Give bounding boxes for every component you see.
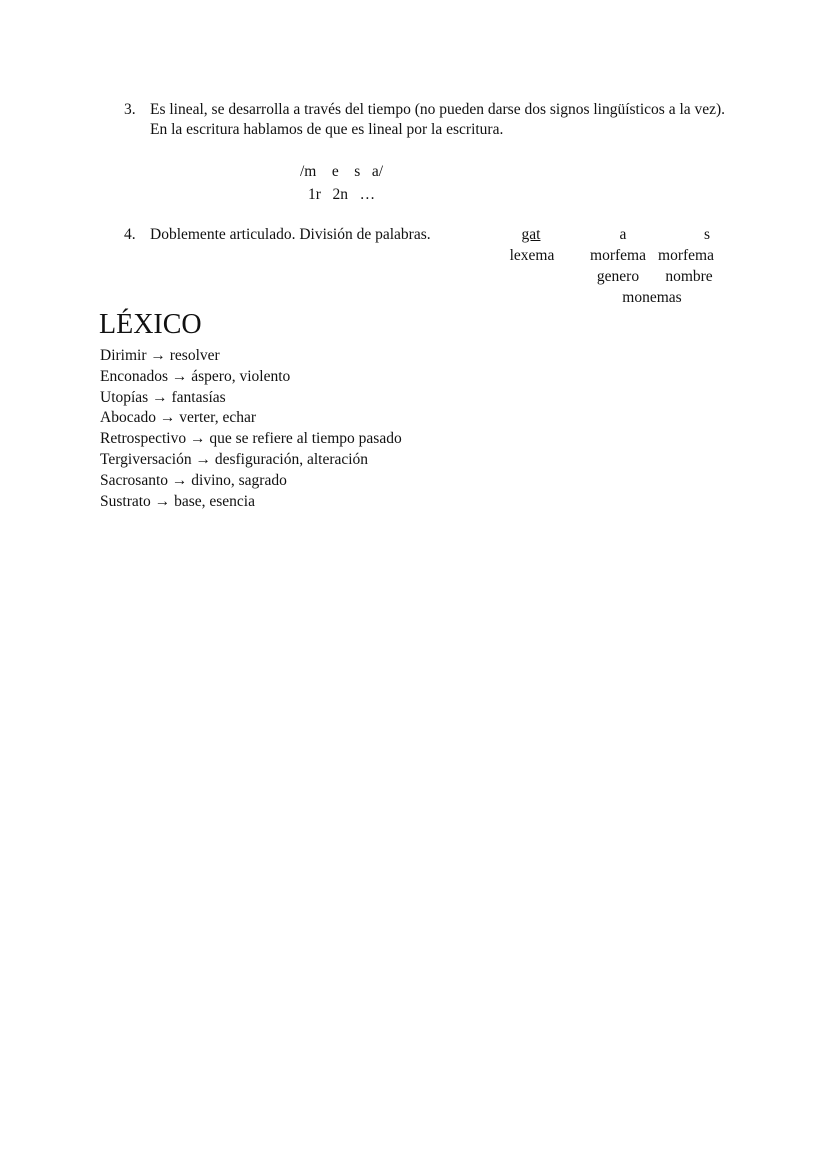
- arrow-icon: →: [171, 367, 188, 385]
- section-heading-lexico: LÉXICO: [99, 309, 202, 340]
- arrow-icon: →: [152, 388, 168, 406]
- list-item-text: Es lineal, se desarrolla a través del tiempo (no pueden darse dos signos lingüísticos a la vez). En la escritura hablamos de que es lineal por la escritura.: [150, 101, 726, 138]
- lexicon-definition: áspero, violento: [191, 367, 291, 385]
- label-lexema: lexema: [509, 247, 555, 264]
- lexicon-term: Retrospectivo: [100, 430, 187, 448]
- lexicon-entry: [100, 429, 402, 450]
- phoneme-order: 1r 2n …: [308, 186, 376, 203]
- label-morfema-2: morfema: [658, 247, 714, 264]
- list-number: 4.: [124, 226, 136, 243]
- lexicon-definition: desfiguración, alteración: [214, 450, 369, 468]
- lexicon-term: Abocado: [100, 409, 156, 427]
- label-morfema-1: morfema: [590, 247, 646, 264]
- arrow-icon: →: [189, 430, 206, 448]
- label-genero: genero: [596, 268, 640, 285]
- lexicon-entry: [100, 367, 402, 388]
- lexicon-term: Enconados: [100, 367, 169, 385]
- lexicon-definition: resolver: [169, 347, 220, 364]
- lexicon-definition: fantasías: [171, 388, 226, 406]
- label-nombre: nombre: [665, 268, 713, 285]
- lexicon-list: [100, 346, 402, 512]
- morph-gender: a: [619, 226, 627, 243]
- arrow-icon: →: [150, 347, 166, 364]
- lexicon-definition: que se refiere al tiempo pasado: [209, 430, 402, 448]
- lexicon-term: Dirimir: [100, 347, 147, 364]
- arrow-icon: →: [159, 409, 176, 427]
- lexicon-entry: [100, 450, 402, 471]
- arrow-icon: →: [171, 471, 188, 489]
- lexicon-definition: divino, sagrado: [191, 471, 287, 489]
- list-number: 3.: [124, 101, 136, 118]
- lexicon-entry: [100, 388, 402, 409]
- lexicon-term: Tergiversación: [100, 450, 192, 468]
- lexicon-term: Utopías: [100, 388, 149, 406]
- lexicon-entry: [100, 408, 402, 429]
- list-item-text: Doblemente articulado. División de palabras.: [150, 226, 431, 243]
- lexicon-entry: [100, 346, 402, 367]
- phoneme-sequence: /m e s a/: [300, 163, 384, 180]
- lexicon-entry: [100, 492, 402, 513]
- label-monemas: monemas: [622, 289, 682, 306]
- lexicon-term: Sustrato: [100, 492, 151, 510]
- morph-number: s: [703, 226, 711, 243]
- lexicon-definition: verter, echar: [179, 409, 257, 427]
- morph-lexeme: gat: [521, 226, 541, 243]
- lexicon-entry: [100, 471, 402, 492]
- arrow-icon: →: [154, 492, 171, 510]
- arrow-icon: →: [195, 450, 211, 468]
- lexicon-term: Sacrosanto: [100, 471, 169, 489]
- lexicon-definition: base, esencia: [174, 492, 255, 510]
